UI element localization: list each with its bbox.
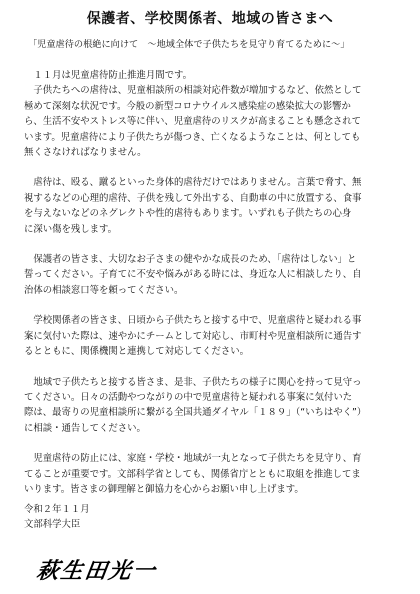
paragraph-line: に相談・通告してください。 bbox=[24, 422, 146, 434]
paragraph-line: 無くさなければなりません。 bbox=[24, 147, 147, 159]
paragraph-line: 子供たちへの虐待は、児童相談所の相談対応件数が増加するなど、依然として bbox=[24, 85, 362, 97]
paragraph-line: います。児童虐待により子供たちが傷つき、亡くなるようなことは、何としても bbox=[24, 131, 361, 143]
page-subtitle: 「児童虐待の根絶に向けて ～地域全体で子供たちを見守り育てるために～」 bbox=[28, 39, 350, 50]
paragraph-line: 視するなどの心理的虐待、子供を残して外出する、自動車の中に放置する、食事 bbox=[24, 192, 362, 204]
paragraph bbox=[24, 375, 406, 437]
svg-text:萩生田光一: 萩生田光一 bbox=[36, 558, 159, 584]
paragraph-line: てください。日々の活動やつながりの中で児童虐待と疑われる事案に気付いた bbox=[24, 391, 353, 403]
paragraph bbox=[24, 313, 406, 359]
paragraph bbox=[24, 68, 406, 160]
paragraph-line: 虐待は、殴る、蹴るといった身体的虐待だけではありません。言葉で脅す、無 bbox=[24, 177, 362, 189]
paragraph bbox=[24, 252, 406, 298]
letter-footer bbox=[24, 502, 90, 532]
letter-body bbox=[24, 68, 406, 497]
paragraph-gap bbox=[24, 160, 406, 175]
paragraph-line: るとともに、関係機関と連携して対応してください。 bbox=[24, 346, 250, 358]
paragraph-line: 地域で子供たちと接する皆さま、是非、子供たちの様子に関心を持って見守っ bbox=[24, 376, 362, 388]
paragraph-line: 際は、最寄りの児童相談所に繋がる全国共通ダイヤル「１８９」（“いちはやく”） bbox=[24, 407, 367, 419]
paragraph-line: を与えないなどのネグレクトや性的虐待もあります。いずれも子供たちの心身 bbox=[24, 208, 352, 220]
paragraph-line: １１月は児童虐待防止推進月間です。 bbox=[24, 70, 193, 81]
handwritten-signature bbox=[36, 548, 206, 588]
paragraph-line: 学校関係者の皆さま、日頃から子供たちと接する中で、児童虐待と疑われる事 bbox=[24, 315, 362, 327]
paragraph-line: 誓ってください。子育てに不安や悩みがある時には、身近な人に相談したり、自 bbox=[24, 269, 362, 281]
issuer-title: 文部科学大臣 bbox=[24, 519, 81, 530]
paragraph-gap bbox=[24, 298, 406, 313]
paragraph-line: ら、生活不安やストレス等に伴い、児童虐待のリスクが高まることも懸念されて bbox=[24, 116, 362, 128]
paragraph bbox=[24, 451, 406, 497]
paragraph-line: 極めて深刻な状況です。今般の新型コロナウイルス感染症の感染拡大の影響か bbox=[24, 100, 351, 112]
paragraph-line: いります。皆さまの御理解と御協力を心からお願い申し上げます。 bbox=[24, 483, 304, 495]
issue-date: 令和２年１１月 bbox=[24, 504, 90, 515]
paragraph-gap bbox=[24, 360, 406, 375]
paragraph bbox=[24, 175, 406, 237]
paragraph-line: 児童虐待の防止には、家庭・学校・地域が一丸となって子供たちを見守り、育 bbox=[24, 453, 362, 465]
paragraph-line: 案に気付いた際は、速やかにチームとして対応し、市町村や児童相談所に通告す bbox=[24, 330, 362, 342]
paragraph-line: 治体の相談窓口等を頼ってください。 bbox=[24, 284, 184, 296]
paragraph-gap bbox=[24, 237, 406, 252]
paragraph-line: てることが重要です。文部科学省としても、関係省庁とともに取組を推進してま bbox=[24, 468, 361, 480]
page-title: 保護者、学校関係者、地域の皆さまへ bbox=[86, 11, 334, 27]
signature-image bbox=[36, 548, 206, 588]
paragraph-gap bbox=[24, 436, 406, 451]
paragraph-line: 保護者の皆さま、大切なお子さまの健やかな成長のため、「虐待はしない」と bbox=[24, 254, 357, 266]
paragraph-line: に深い傷を残します。 bbox=[24, 223, 117, 235]
